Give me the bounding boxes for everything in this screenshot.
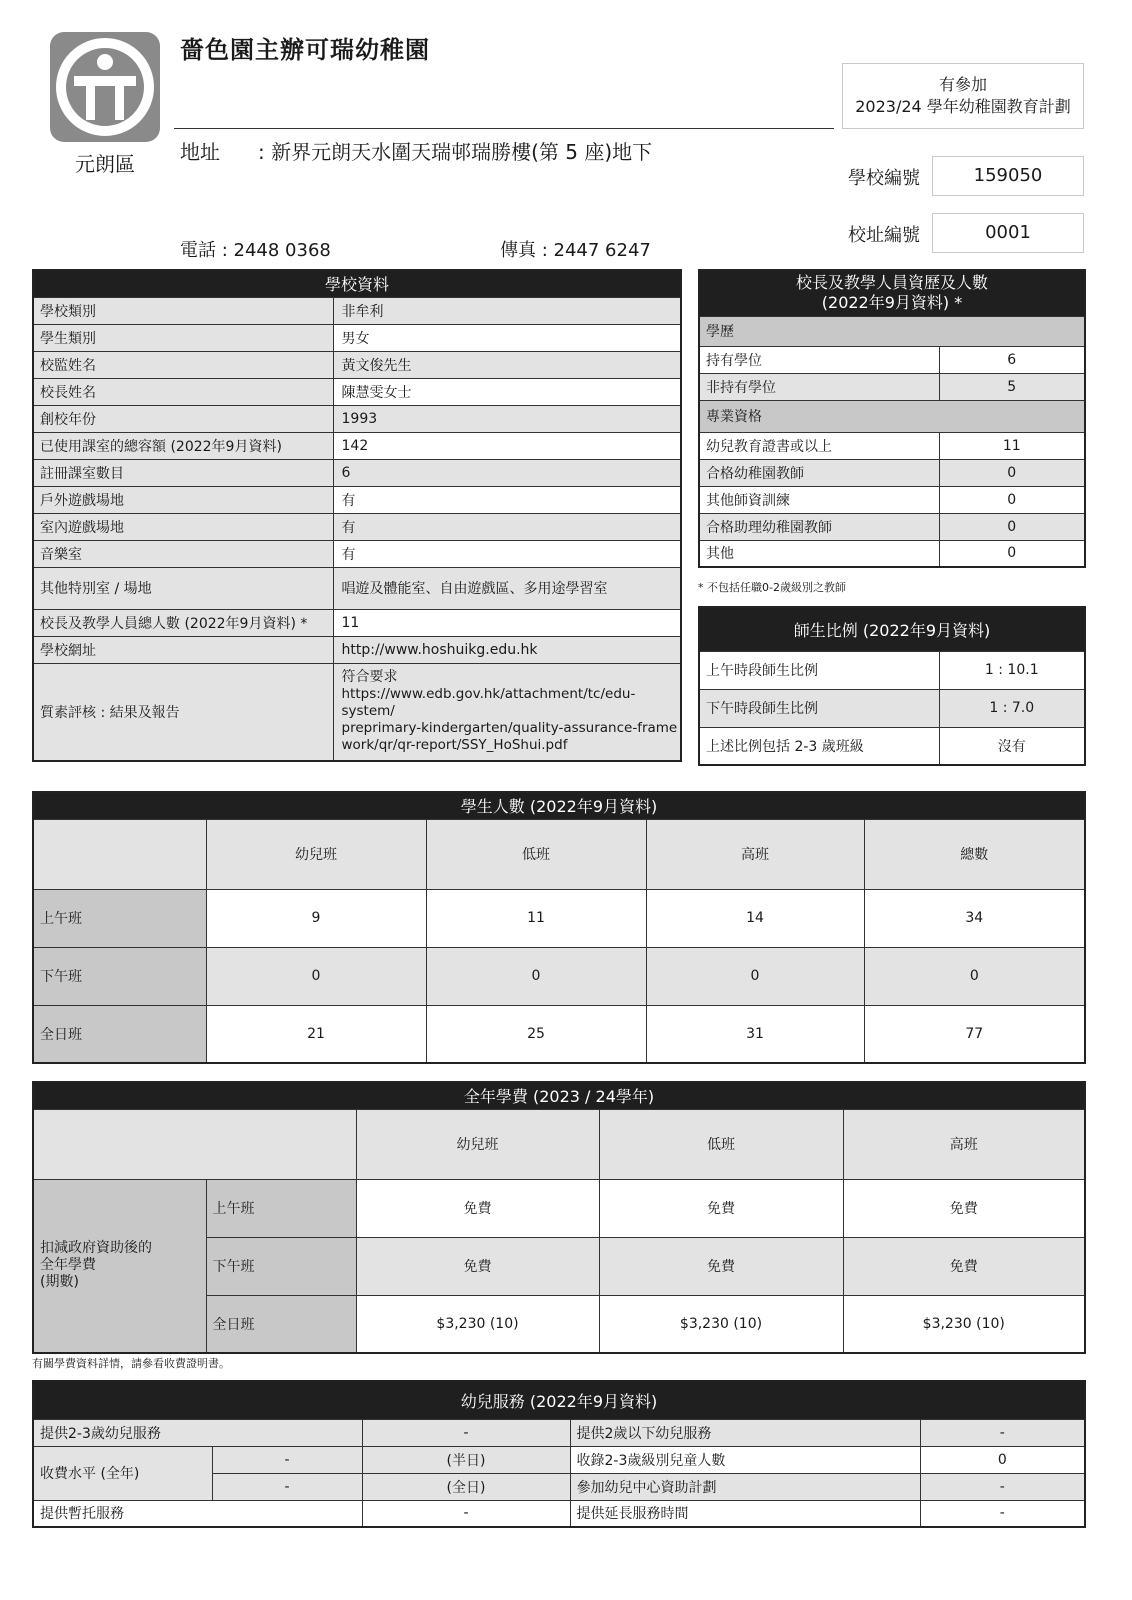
row-value: 0	[939, 459, 1085, 486]
row-value: 1993	[333, 405, 681, 432]
qr-url-line-1: https://www.edb.gov.hk/attachment/tc/edu-system/	[341, 686, 636, 720]
table-row	[33, 351, 681, 378]
table-row	[699, 651, 1085, 689]
column-header: 幼兒班	[206, 819, 426, 889]
row-label: 合格助理幼稚園教師	[699, 513, 939, 540]
school-name: 嗇色園主辦可瑞幼稚園	[180, 36, 430, 64]
row-label: 已使用課室的總容額 (2022年9月資料)	[33, 432, 333, 459]
table-row	[33, 405, 681, 432]
table-row	[33, 609, 681, 636]
row-label: 學校類別	[33, 297, 333, 324]
table-row	[33, 636, 681, 663]
school-no-value: 159050	[932, 156, 1084, 196]
cell: 77	[864, 1005, 1085, 1063]
cell: 免費	[843, 1237, 1085, 1295]
row-label: 收錄2-3歲級別兒童人數	[570, 1446, 920, 1473]
row-label: 非持有學位	[699, 373, 939, 400]
fax: 傳真 : 2447 6247	[500, 240, 651, 261]
qr-label: 質素評核 : 結果及報告	[33, 663, 333, 761]
table-row	[33, 1446, 1085, 1473]
row-label: 下午時段師生比例	[699, 689, 939, 727]
table-row	[699, 513, 1085, 540]
row-label: 全日班	[33, 1005, 206, 1063]
cell: 11	[426, 889, 646, 947]
column-header: 幼兒班	[356, 1109, 599, 1179]
student-numbers-table	[32, 791, 1086, 1064]
row-label: 戶外遊戲場地	[33, 486, 333, 513]
row-value: -	[362, 1419, 570, 1446]
table-row	[33, 1005, 1085, 1063]
school-website-link[interactable]: http://www.hoshuikg.edu.hk	[333, 636, 681, 663]
row-label: 其他	[699, 540, 939, 567]
services-title: 幼兒服務 (2022年9月資料)	[33, 1381, 1085, 1419]
table-row	[699, 373, 1085, 400]
table-row	[33, 889, 1085, 947]
column-header: 總數	[864, 819, 1085, 889]
row-label: 全日班	[206, 1295, 356, 1353]
row-value: 142	[333, 432, 681, 459]
row-value: 6	[333, 459, 681, 486]
row-value: 非牟利	[333, 297, 681, 324]
row-label: 參加幼兒中心資助計劃	[570, 1473, 920, 1500]
fee-full-day-value: -	[212, 1473, 362, 1500]
fees-note: 有關學費資料詳情，請參看收費證明書。	[32, 1357, 230, 1370]
row-value: 11	[333, 609, 681, 636]
qr-cell	[333, 663, 681, 761]
row-label: 其他特別室 / 場地	[33, 567, 333, 609]
scheme-line-2: 2023/24 學年幼稚園教育計劃	[855, 97, 1071, 116]
cell: $3,230 (10)	[599, 1295, 843, 1353]
address-label: 地址	[180, 140, 220, 164]
school-info-table	[32, 269, 682, 762]
site-no-value: 0001	[932, 213, 1084, 253]
qr-report-link[interactable]	[342, 686, 681, 754]
table-row	[699, 459, 1085, 486]
column-header: 高班	[843, 1109, 1085, 1179]
qr-url-line-3: work/qr/qr-report/SSY_HoShui.pdf	[341, 737, 568, 754]
table-row	[33, 540, 681, 567]
cell: $3,230 (10)	[843, 1295, 1085, 1353]
table-row	[699, 486, 1085, 513]
row-value: 0	[939, 513, 1085, 540]
table-row	[33, 513, 681, 540]
school-info-title: 學校資料	[33, 270, 681, 297]
row-value: 1 : 10.1	[939, 651, 1085, 689]
cell: 31	[646, 1005, 864, 1063]
table-row	[699, 540, 1085, 567]
row-value: -	[362, 1500, 570, 1527]
table-row	[33, 378, 681, 405]
row-label: 其他師資訓練	[699, 486, 939, 513]
fee-half-day-label: (半日)	[362, 1446, 570, 1473]
row-label: 室內遊戲場地	[33, 513, 333, 540]
row-value: 黃文俊先生	[333, 351, 681, 378]
column-header: 高班	[646, 819, 864, 889]
table-row	[33, 663, 681, 761]
table-row	[33, 432, 681, 459]
cell: 21	[206, 1005, 426, 1063]
row-value: 11	[939, 432, 1085, 459]
table-row	[33, 1179, 1085, 1237]
row-label: 學校網址	[33, 636, 333, 663]
row-value: 有	[333, 513, 681, 540]
table-header-row	[33, 1109, 1085, 1179]
row-value: -	[920, 1419, 1085, 1446]
section-academic: 學歷	[699, 316, 1085, 346]
row-label: 上午時段師生比例	[699, 651, 939, 689]
row-value: 6	[939, 346, 1085, 373]
row-label: 音樂室	[33, 540, 333, 567]
ratio-table	[698, 606, 1086, 766]
qr-url-line-2: preprimary-kindergarten/quality-assurance-frame	[341, 720, 678, 737]
row-label: 上述比例包括 2-3 歲班級	[699, 727, 939, 765]
telephone: 電話 : 2448 0368	[180, 240, 331, 261]
qr-result: 符合要求	[341, 669, 398, 686]
ratio-title: 師生比例 (2022年9月資料)	[699, 607, 1085, 651]
cell: 25	[426, 1005, 646, 1063]
table-row	[33, 297, 681, 324]
fees-title: 全年學費 (2023 / 24學年)	[33, 1082, 1085, 1109]
row-label: 合格幼稚園教師	[699, 459, 939, 486]
fees-group-line-1: 扣減政府資助後的	[40, 1240, 152, 1257]
row-label: 學生類別	[33, 324, 333, 351]
staff-title	[699, 270, 1085, 316]
cell: 免費	[599, 1179, 843, 1237]
row-label: 幼兒教育證書或以上	[699, 432, 939, 459]
row-label: 校長姓名	[33, 378, 333, 405]
fees-group-line-3: (期數)	[40, 1274, 79, 1291]
row-label: 創校年份	[33, 405, 333, 432]
row-label: 上午班	[33, 889, 206, 947]
column-header: 低班	[426, 819, 646, 889]
row-label: 提供2-3歲幼兒服務	[33, 1419, 362, 1446]
table-row	[699, 432, 1085, 459]
address-value: : 新界元朗天水圍天瑞邨瑞勝樓(第 5 座)地下	[258, 140, 653, 164]
row-value: 0	[939, 540, 1085, 567]
corner-cell	[33, 819, 206, 889]
table-row	[33, 324, 681, 351]
fee-half-day-value: -	[212, 1446, 362, 1473]
row-value: 沒有	[939, 727, 1085, 765]
row-label: 上午班	[206, 1179, 356, 1237]
cell: 免費	[356, 1237, 599, 1295]
section-professional: 專業資格	[699, 400, 1085, 432]
header-divider	[174, 128, 834, 129]
cell: 0	[426, 947, 646, 1005]
site-no-label: 校址編號	[848, 225, 920, 246]
table-row	[33, 1419, 1085, 1446]
logo-icon	[50, 32, 160, 142]
row-value: 0	[939, 486, 1085, 513]
cell: 14	[646, 889, 864, 947]
row-label: 提供暫托服務	[33, 1500, 362, 1527]
table-row	[33, 947, 1085, 1005]
staff-title-line-1: 校長及教學人員資歷及人數	[796, 273, 989, 293]
cell: 免費	[356, 1179, 599, 1237]
staff-footnote: * 不包括任職0-2歲級別之教師	[698, 581, 846, 594]
row-value: -	[920, 1473, 1085, 1500]
row-label: 校監姓名	[33, 351, 333, 378]
row-label: 下午班	[206, 1237, 356, 1295]
row-value: 0	[920, 1446, 1085, 1473]
fee-full-day-label: (全日)	[362, 1473, 570, 1500]
table-row	[699, 689, 1085, 727]
table-row	[699, 346, 1085, 373]
staff-table	[698, 269, 1086, 568]
row-value: 5	[939, 373, 1085, 400]
cell: $3,230 (10)	[356, 1295, 599, 1353]
table-row	[33, 1500, 1085, 1527]
scheme-line-1: 有參加	[938, 75, 987, 94]
kg-scheme-box	[842, 63, 1084, 129]
district: 元朗區	[75, 152, 135, 176]
school-no-label: 學校編號	[848, 168, 920, 189]
row-label: 校長及教學人員總人數 (2022年9月資料) *	[33, 609, 333, 636]
cell: 34	[864, 889, 1085, 947]
table-header-row	[33, 819, 1085, 889]
row-label: 下午班	[33, 947, 206, 1005]
row-label: 提供2歲以下幼兒服務	[570, 1419, 920, 1446]
fees-table	[32, 1081, 1086, 1354]
row-label: 提供延長服務時間	[570, 1500, 920, 1527]
cell: 免費	[843, 1179, 1085, 1237]
row-value: 有	[333, 540, 681, 567]
table-row	[33, 459, 681, 486]
cell: 0	[646, 947, 864, 1005]
cell: 9	[206, 889, 426, 947]
child-services-table	[32, 1380, 1086, 1528]
row-value: 有	[333, 486, 681, 513]
fee-level-label: 收費水平 (全年)	[33, 1446, 212, 1500]
row-label: 持有學位	[699, 346, 939, 373]
edb-logo	[50, 32, 160, 142]
fees-group-label	[33, 1179, 206, 1353]
fees-group-line-2: 全年學費	[40, 1257, 96, 1274]
cell: 0	[864, 947, 1085, 1005]
staff-title-line-2: (2022年9月資料) *	[821, 293, 963, 313]
table-row	[33, 567, 681, 609]
row-label: 註冊課室數目	[33, 459, 333, 486]
corner-cell	[33, 1109, 356, 1179]
cell: 0	[206, 947, 426, 1005]
row-value: -	[920, 1500, 1085, 1527]
cell: 免費	[599, 1237, 843, 1295]
row-value: 1 : 7.0	[939, 689, 1085, 727]
row-value: 陳慧雯女士	[333, 378, 681, 405]
table-row	[699, 727, 1085, 765]
row-value: 男女	[333, 324, 681, 351]
students-title: 學生人數 (2022年9月資料)	[33, 792, 1085, 819]
row-value: 唱遊及體能室、自由遊戲區、多用途學習室	[333, 567, 681, 609]
column-header: 低班	[599, 1109, 843, 1179]
table-row	[33, 486, 681, 513]
